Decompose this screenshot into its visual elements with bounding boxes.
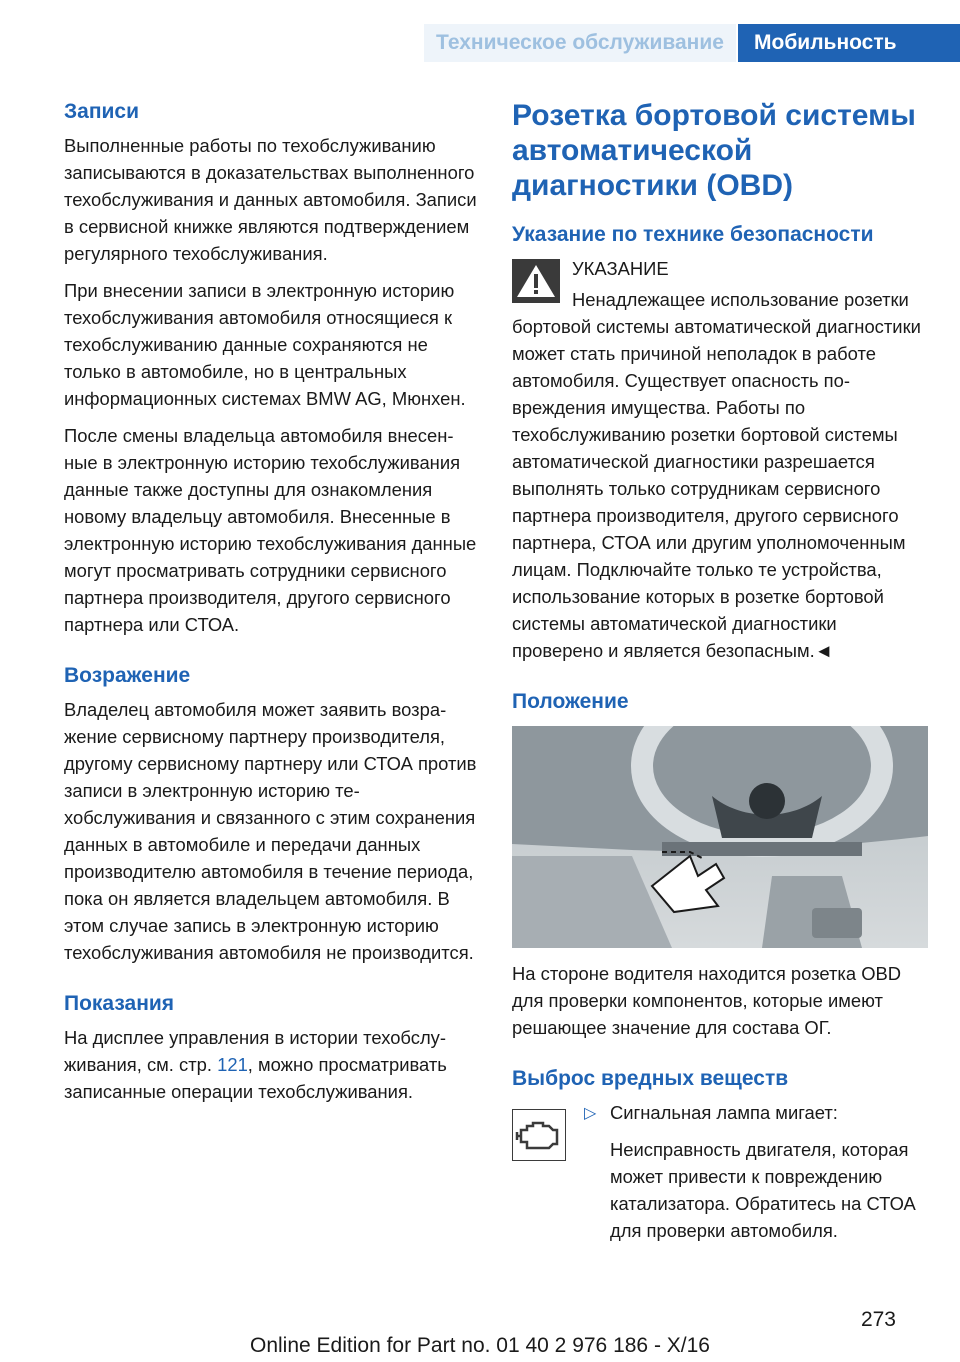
warning-text: Ненадлежащее использование розетки бортовой системы автоматической диагностики может стать причиной неполадок в работе автомобиля. Существует опасность повреждения имущества. Работы по техобслуживанию розетки бортовой системы автоматической диагностики разрешается выполнять только сотрудникам сервисного партнера производителя, другого сервисного партнера, СТОА или другим уполномоченным лицам. Подключайте только те устройства, использование которых в розетке бортовой системы автоматической диагностики проверено и является безопасным.◄ <box>512 289 921 661</box>
warning-triangle-icon <box>512 259 560 303</box>
bullet-icon: ▷ <box>584 1105 597 1122</box>
objection-heading: Возражение <box>64 664 191 687</box>
edition-note: Online Edition for Part no. 01 40 2 976 186 - X/16 <box>250 1334 710 1357</box>
page-footer <box>0 1302 960 1362</box>
objection-paragraph: Владелец автомобиля может заявить возражение сервисному партнеру производителя, другому сервисному партнеру или СТОА против записи в электронную историю техобслуживания и связанного с этим сохранения данных в автомобиле и передачи данных производителю автомобиля в течение периода, пока он является владельцем автомобиля. В этом случае запись в электронную историю техобслуживания автомобиля не производится. <box>64 699 477 963</box>
page-number: 273 <box>860 1308 896 1331</box>
display-text-before: На дисплее управления в истории техобслуживания, см. стр. <box>64 1027 446 1075</box>
tab-service[interactable]: Техническое обслуживание <box>424 24 736 62</box>
records-paragraph-3: После смены владельца автомобиля внесенные в электронную историю техобслуживания данные также доступны для ознакомления новому владельцу автомобиля. Внесенные в электронную историю техобслуживания данные могут просматривать сотрудники сервисного партнера производителя, другого сервисного партнера или СТОА. <box>64 425 477 635</box>
display-paragraph <box>64 1024 480 1105</box>
right-column <box>512 98 930 1259</box>
display-text-after: , можно просматривать записанные операции техобслуживания. <box>64 1054 447 1102</box>
warning-block <box>512 255 930 664</box>
tab-mobility[interactable]: Мобильность <box>738 24 960 62</box>
obd-title: Розетка бортовой системы автоматической диагностики (OBD) <box>512 99 916 202</box>
records-paragraph-1: Выполненные работы по техобслуживанию записываются в доказательствах выполненного техобслуживания и данных автомобиля. Записи в сервисной книжке являются подтверждением регулярного техобслуживания. <box>64 135 477 264</box>
emission-block <box>512 1099 930 1259</box>
page-header <box>0 0 960 62</box>
position-heading: Положение <box>512 690 629 713</box>
records-paragraph-2: При внесении записи в электронную историю техобслуживания автомобиля относящиеся к техобслуживанию данные сохраняются не только в автомобиле, но в центральных информационных системах BMW AG, Мюнхен. <box>64 280 466 409</box>
lamp-text: Сигнальная лампа мигает: <box>610 1102 838 1123</box>
page-link[interactable]: 121 <box>217 1054 248 1075</box>
obd-location-photo <box>512 726 928 948</box>
engine-warning-light-box <box>512 1109 566 1161</box>
engine-icon <box>513 1110 565 1160</box>
warning-label: УКАЗАНИЕ <box>572 258 669 279</box>
emission-heading: Выброс вредных веществ <box>512 1067 789 1090</box>
records-heading: Записи <box>64 100 140 123</box>
safety-heading: Указание по технике безопасности <box>512 223 874 246</box>
emission-text <box>610 1099 930 1254</box>
display-heading: Показания <box>64 992 175 1015</box>
lamp-detail: Неисправность двигателя, которая может привести к повреждению катализатора. Обратитесь на СТОА для проверки автомобиля. <box>610 1139 916 1241</box>
left-column <box>64 98 480 1115</box>
position-text: На стороне водителя находится розетка OBD для проверки компонентов, которые имеют решающее значение для состава ОГ. <box>512 963 902 1038</box>
